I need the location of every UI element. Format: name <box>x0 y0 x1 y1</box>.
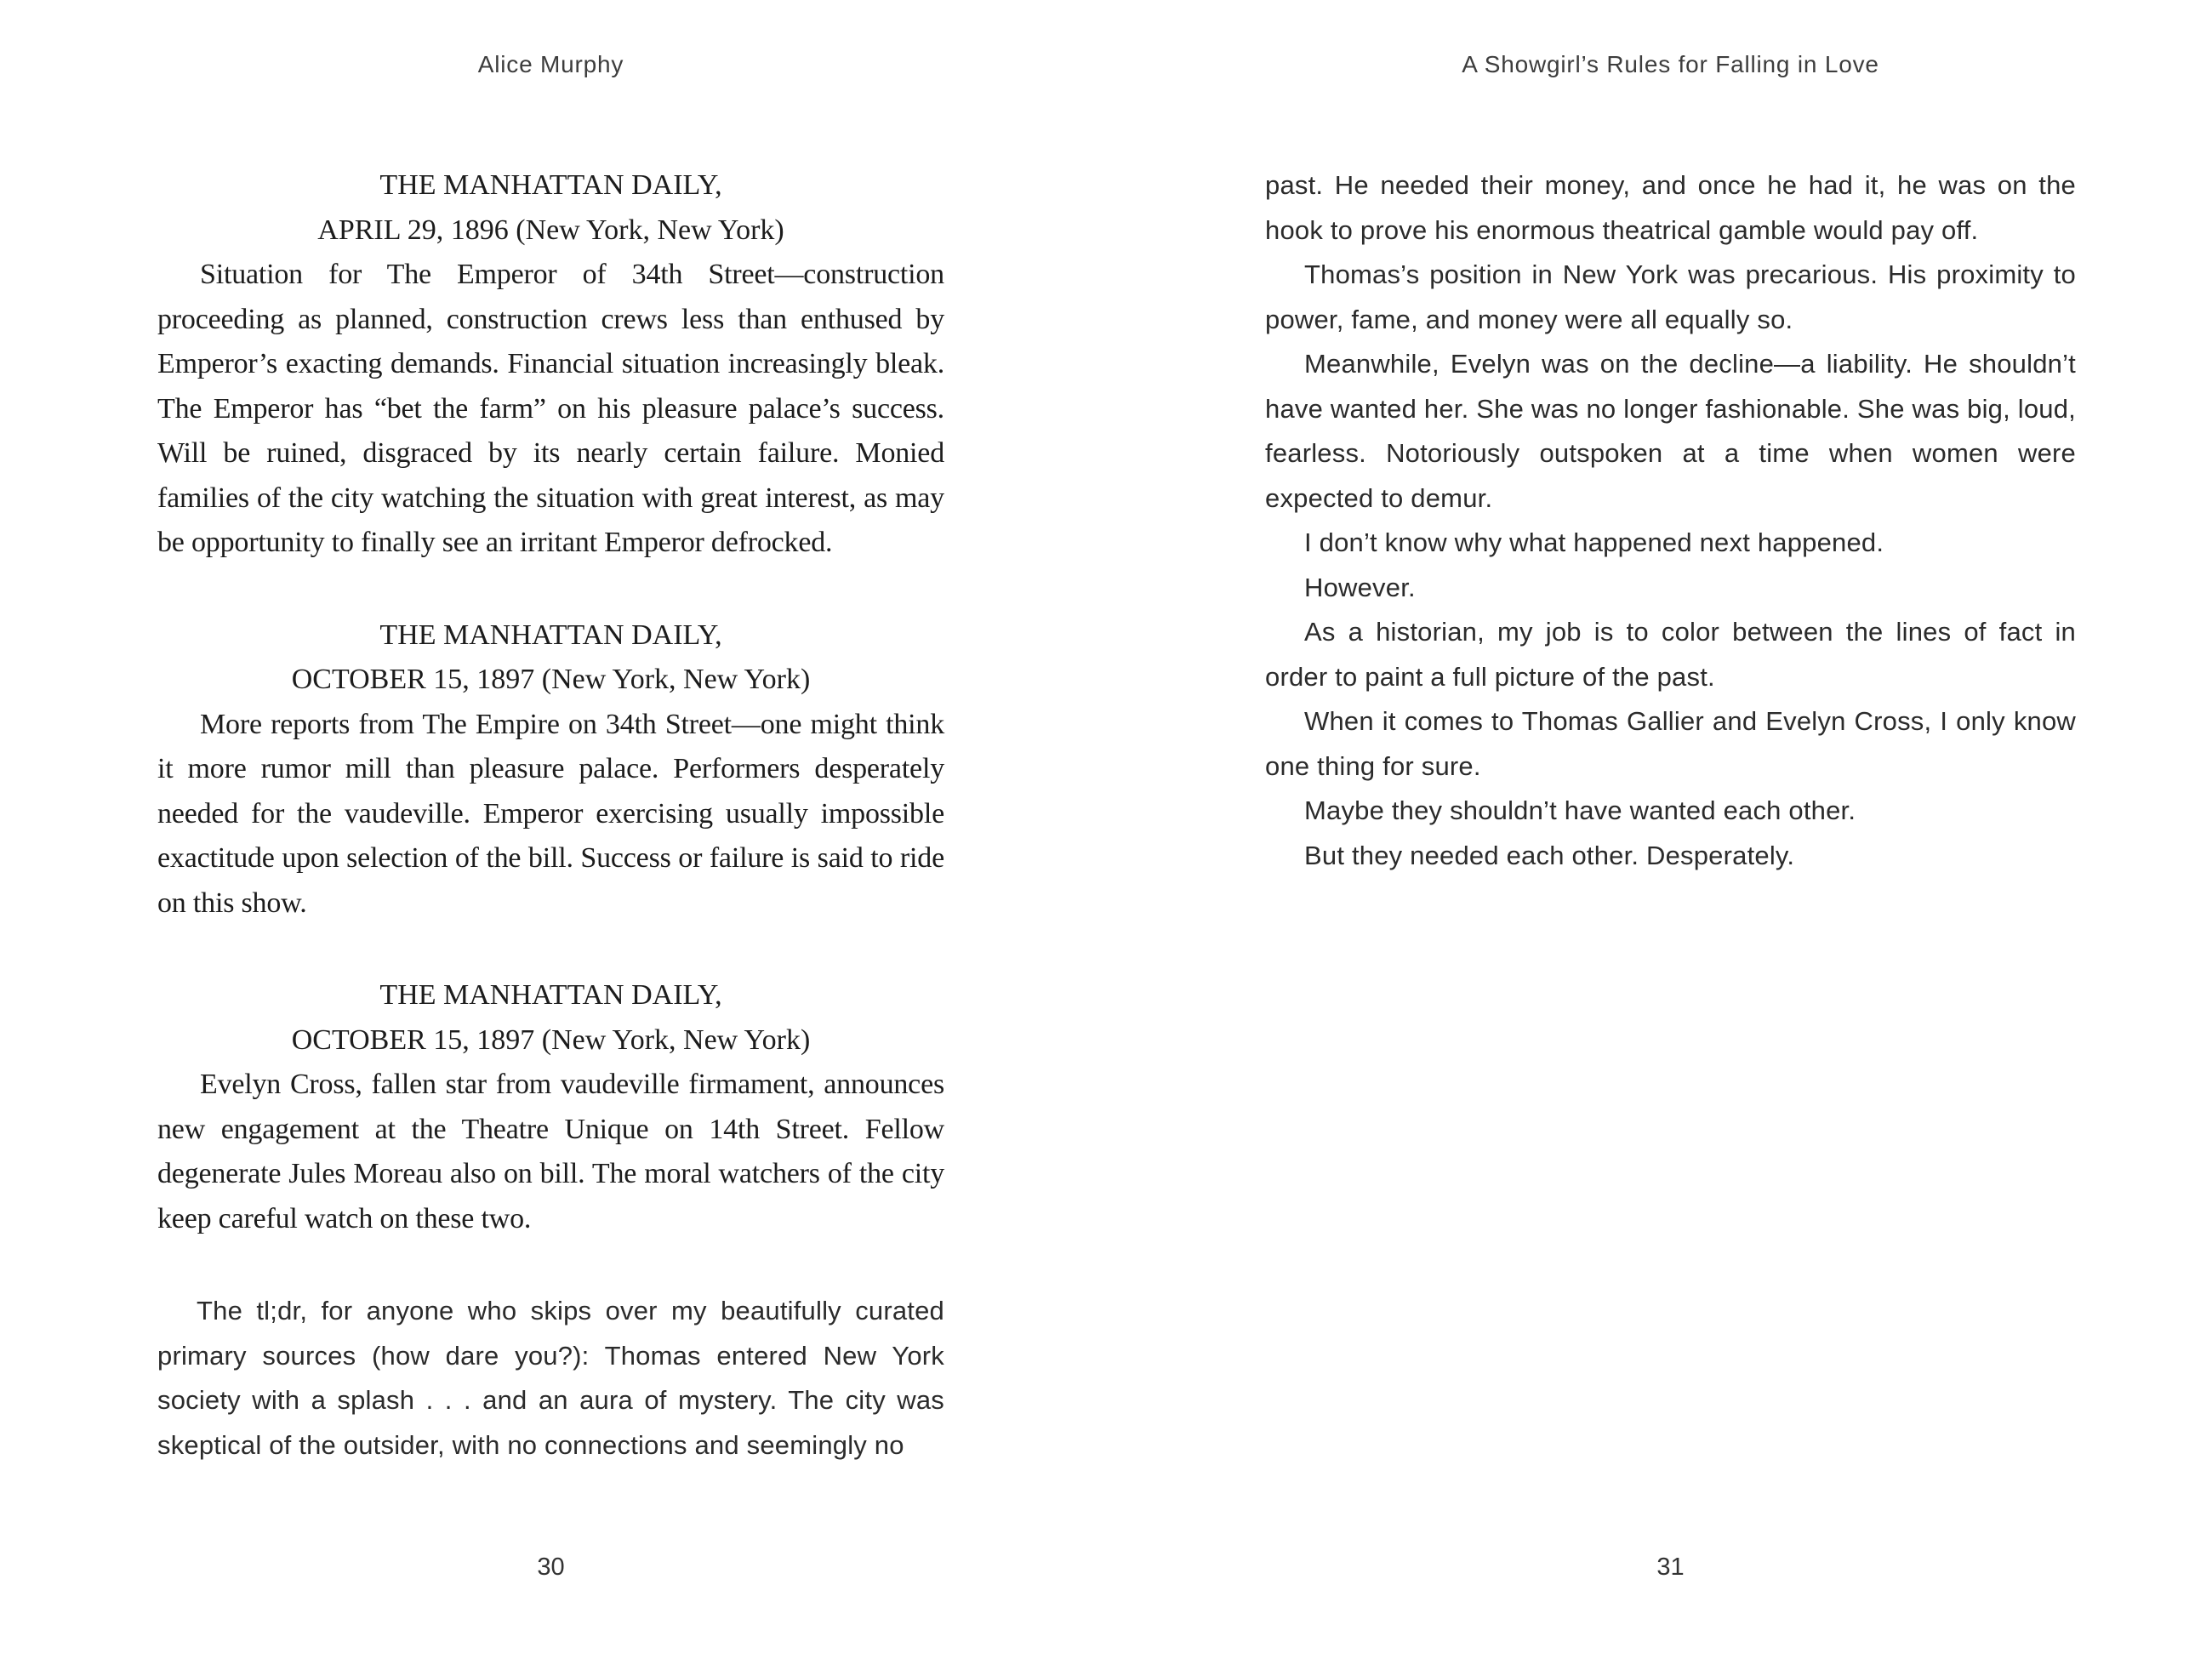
article-1-dateline: APRIL 29, 1896 (New York, New York) <box>317 214 784 246</box>
body-paragraph-7: When it comes to Thomas Gallier and Evelyn Cross, I only know one thing for sure. <box>1265 706 2076 781</box>
body-paragraph-8: Maybe they shouldn’t have wanted each other. <box>1304 795 1856 825</box>
body-paragraph-3: Meanwhile, Evelyn was on the decline—a liability. He shouldn’t have wanted her. She was no longer fashionable. She was big, loud, fearless. Notoriously outspoken at a time when women were expected to demur. <box>1265 349 2076 513</box>
article-1-masthead: THE MANHATTAN DAILY, <box>379 169 722 201</box>
body-paragraph-5: However. <box>1304 572 1416 602</box>
article-2-dateline: OCTOBER 15, 1897 (New York, New York) <box>291 664 811 695</box>
right-page-content <box>1265 163 2076 878</box>
body-paragraph-2: Thomas’s position in New York was precarious. His proximity to power, fame, and money were all equally so. <box>1265 259 2076 334</box>
article-3-heading <box>157 973 944 1063</box>
newspaper-article-2 <box>157 613 944 926</box>
page-number-right: 31 <box>1656 1554 1685 1581</box>
newspaper-article-3 <box>157 973 944 1241</box>
running-header-title: A Showgirl’s Rules for Falling in Love <box>1462 51 1879 77</box>
article-1-heading <box>157 163 944 253</box>
body-paragraph-9: But they needed each other. Desperately. <box>1304 840 1795 870</box>
article-2-heading <box>157 613 944 703</box>
left-page-content <box>157 163 944 1468</box>
article-3-dateline: OCTOBER 15, 1897 (New York, New York) <box>291 1023 811 1056</box>
right-page <box>1265 0 2076 1659</box>
left-page <box>157 0 944 1659</box>
article-2-masthead: THE MANHATTAN DAILY, <box>379 619 722 651</box>
page-number-left: 30 <box>537 1554 565 1581</box>
newspaper-article-1 <box>157 163 944 566</box>
body-paragraph-continuation: past. He needed their money, and once he had it, he was on the hook to prove his enormous theatrical gamble would pay off. <box>1265 170 2076 245</box>
body-paragraph-6: As a historian, my job is to color between the lines of fact in order to paint a full picture of the past. <box>1265 617 2076 692</box>
article-3-body: Evelyn Cross, fallen star from vaudeville firmament, announces new engagement at the Theatre Unique on 14th Street. Fellow degenerate Jules Moreau also on bill. The moral watchers of the city keep careful watch on these two. <box>157 1069 944 1234</box>
body-paragraph-4: I don’t know why what happened next happened. <box>1304 527 1884 557</box>
running-header-author: Alice Murphy <box>477 51 624 77</box>
narration-paragraph: The tl;dr, for anyone who skips over my beautifully curated primary sources (how dare you?): Thomas entered New York society with a splash . . . and an aura of mystery. The city was skeptical of the outsider, with no connections and seemingly no <box>157 1296 944 1460</box>
article-1-body: Situation for The Emperor of 34th Street—construction proceeding as planned, construction crews less than enthused by Emperor’s exacting demands. Financial situation increasingly bleak. The Emperor has “bet the farm” on his pleasure palace’s success. Will be ruined, disgraced by its nearly certain failure. Monied families of the city watching the situation with great interest, as may be opportunity to finally see an irritant Emperor defrocked. <box>157 259 944 558</box>
article-3-masthead: THE MANHATTAN DAILY, <box>379 979 722 1011</box>
article-2-body: More reports from The Empire on 34th Street—one might think it more rumor mill than pleasure palace. Performers desperately needed for the vaudeville. Emperor exercising usually impossible exactitude upon selection of the bill. Success or failure is said to ride on this show. <box>157 708 944 919</box>
